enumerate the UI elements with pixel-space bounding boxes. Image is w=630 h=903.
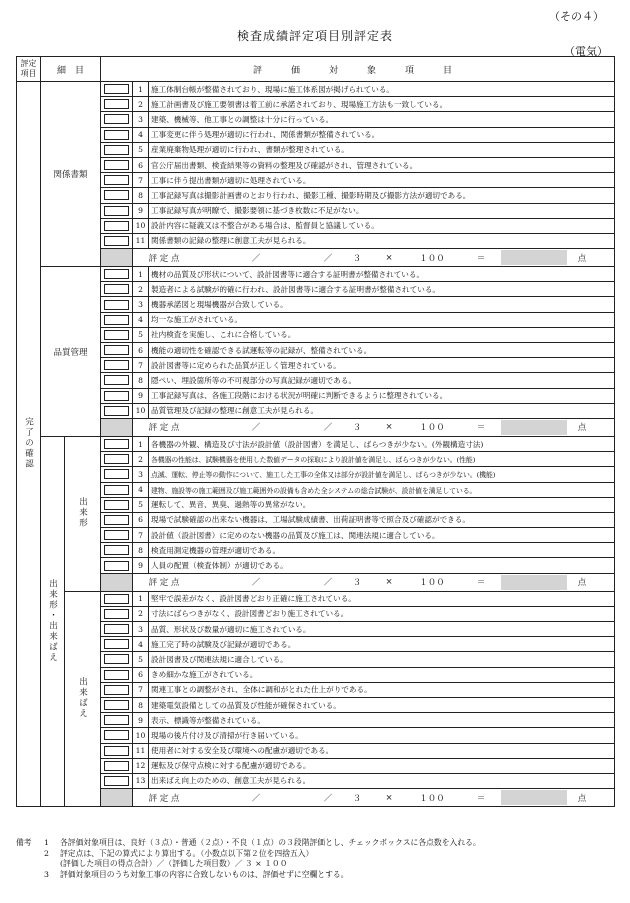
score-shaded-cell (101, 249, 133, 267)
item-number: 7 (133, 173, 149, 188)
item-number: 5 (133, 142, 149, 157)
score-checkbox[interactable] (104, 145, 129, 155)
item-text: 各機器の性能は、試験機器を使用した数値データの採取により設計値を満足し、ばらつきが少ない。(性能) (149, 452, 615, 467)
item-row (17, 773, 615, 788)
divisor-three: ３ (352, 423, 362, 434)
item-row (17, 743, 615, 758)
item-text: 検査用測定機器の管理が適切である。 (149, 543, 615, 558)
item-number: 4 (133, 127, 149, 142)
slash: ／ (251, 578, 261, 589)
slash: ／ (251, 423, 261, 434)
score-shaded-cell (101, 789, 133, 807)
multiplier-hundred: １００ (419, 578, 445, 589)
score-checkbox[interactable] (104, 345, 129, 355)
item-number: 9 (133, 388, 149, 403)
item-text: 関連工事との調整がされ、全体に調和がとれた仕上がりである。 (149, 682, 615, 697)
header-target-item: 評 価 対 象 項 目 (101, 57, 615, 82)
item-number: 6 (133, 343, 149, 358)
item-number: 3 (133, 112, 149, 127)
equals-sign: ＝ (476, 253, 486, 264)
note-text: 各評価対象項目は、良好（３点）・普通（２点）・不良（１点）の３段階評価とし、チェックボックスに各点数を入れる。 (60, 838, 481, 847)
score-checkbox-cell[interactable] (101, 682, 133, 697)
score-checkbox[interactable] (104, 561, 129, 571)
item-text: 運転及び保守点検に対する配慮が適切である。 (149, 758, 615, 773)
page-number: （その４） (549, 10, 604, 23)
item-text: 産業廃棄物処理が適切に行われ、書類が整理されている。 (149, 142, 615, 157)
item-text: 使用者に対する安全及び環境への配慮が適切である。 (149, 743, 615, 758)
times-sign: × (385, 792, 393, 803)
equals-sign: ＝ (476, 423, 486, 434)
times-sign: × (385, 577, 393, 588)
score-checkbox-cell[interactable] (101, 142, 133, 157)
score-checkbox[interactable] (104, 545, 129, 555)
score-checkbox-cell[interactable] (101, 157, 133, 172)
table-body (17, 82, 615, 807)
item-row (17, 218, 615, 233)
item-number: 7 (133, 682, 149, 697)
item-text: 施工完了時の試験及び記録が適切である。 (149, 637, 615, 652)
notes-label: 備考 (16, 838, 32, 847)
item-text: 工事記録写真は撮影計画書のとおり行われ、撮影工種、撮影時期及び撮影方法が適切である。 (149, 188, 615, 203)
score-checkbox[interactable] (104, 715, 129, 725)
score-checkbox[interactable] (104, 730, 129, 740)
item-number: 5 (133, 652, 149, 667)
item-row (17, 452, 615, 467)
item-row (17, 606, 615, 621)
note-line (16, 870, 616, 881)
item-row (17, 697, 615, 712)
item-number: 1 (133, 267, 149, 282)
score-checkbox-cell[interactable] (101, 713, 133, 728)
item-number: 4 (133, 312, 149, 327)
item-number: 1 (133, 82, 149, 97)
category-label: （電気） (564, 45, 608, 58)
item-row (17, 203, 615, 218)
score-result-field[interactable] (501, 575, 567, 590)
item-text: 運転して、異音、異臭、過熱等の異常がない。 (149, 497, 615, 512)
item-text: 現場の後片付け及び清掃が行き届いている。 (149, 728, 615, 743)
item-text: 製造者による試験が的確に行われ、設計図書等に適合する証明書が整備されている。 (149, 282, 615, 297)
score-checkbox[interactable] (104, 515, 129, 525)
item-row (17, 482, 615, 497)
item-row (17, 97, 615, 112)
divisor-three: ３ (352, 578, 362, 589)
score-row (17, 573, 615, 591)
detail-group-name: 出来ばえ (65, 591, 101, 806)
item-row (17, 591, 615, 606)
score-checkbox[interactable] (104, 284, 129, 294)
item-row (17, 436, 615, 451)
item-text: 工事記録写真が明瞭で、撮影要領に基づき枚数に不足がない。 (149, 203, 615, 218)
item-text: 工事記録写真は、各施工段階における状況が明確に判断できるように整理されている。 (149, 388, 615, 403)
score-checkbox[interactable] (104, 609, 129, 619)
item-row (17, 512, 615, 527)
item-row (17, 558, 615, 573)
item-text: 官公庁届出書類、検査結果等の資料の整理及び確認がされ、管理されている。 (149, 157, 615, 172)
score-checkbox-cell[interactable] (101, 667, 133, 682)
score-checkbox[interactable] (104, 406, 129, 416)
detail-group-name: 出来形 (65, 436, 101, 591)
item-row (17, 373, 615, 388)
item-text: 設計図書等に定められた品質が正しく管理されている。 (149, 358, 615, 373)
item-number: 1 (133, 591, 149, 606)
score-checkbox[interactable] (104, 190, 129, 200)
item-number: 4 (133, 637, 149, 652)
item-number: 3 (133, 467, 149, 482)
item-number: 2 (133, 606, 149, 621)
detail-group-name: 品質管理 (41, 267, 101, 437)
item-row (17, 188, 615, 203)
score-checkbox-cell[interactable] (101, 697, 133, 712)
score-checkbox[interactable] (104, 236, 129, 246)
item-number: 1 (133, 436, 149, 451)
item-row (17, 112, 615, 127)
section-form-finish: 出来形・出来ばえ (41, 436, 65, 806)
note-line (16, 838, 616, 849)
score-checkbox[interactable] (104, 221, 129, 231)
item-row (17, 543, 615, 558)
score-checkbox-cell[interactable] (101, 497, 133, 512)
score-checkbox[interactable] (104, 84, 129, 94)
score-checkbox-cell[interactable] (101, 188, 133, 203)
item-row (17, 728, 615, 743)
item-number: 9 (133, 558, 149, 573)
item-text: 関係書類の記録の整理に創意工夫が見られる。 (149, 233, 615, 248)
score-checkbox[interactable] (104, 330, 129, 340)
item-number: 6 (133, 157, 149, 172)
score-checkbox-cell[interactable] (101, 482, 133, 497)
item-text: 施工計画書及び施工要領書は着工前に承諾されており、現場施工方法も一致している。 (149, 97, 615, 112)
multiplier-hundred: １００ (419, 793, 445, 804)
score-checkbox-cell[interactable] (101, 82, 133, 97)
item-row (17, 358, 615, 373)
note-text: 評定点は、下記の算式により算出する。（小数点以下第２位を四捨五入） (60, 848, 314, 858)
score-label: 評 定 点 (148, 793, 180, 804)
score-checkbox-cell[interactable] (101, 403, 133, 418)
score-checkbox[interactable] (104, 375, 129, 385)
item-text: 堅牢で誤差がなく、設計図書どおり正確に施工されている。 (149, 591, 615, 606)
item-row (17, 343, 615, 358)
item-row (17, 327, 615, 342)
note-number: 1 (44, 838, 49, 847)
item-number: 12 (133, 758, 149, 773)
times-sign: × (385, 252, 393, 263)
item-text: 人員の配置（検査体制）が適切である。 (149, 558, 615, 573)
item-number: 10 (133, 728, 149, 743)
score-checkbox-cell[interactable] (101, 743, 133, 758)
slash: ／ (323, 253, 333, 264)
score-label: 評 定 点 (148, 253, 180, 264)
score-checkbox-cell[interactable] (101, 233, 133, 248)
item-text: 工事変更に伴う処理が適切に行われ、関係書類が整備されている。 (149, 127, 615, 142)
item-number: 7 (133, 528, 149, 543)
score-checkbox-cell[interactable] (101, 388, 133, 403)
score-checkbox[interactable] (104, 360, 129, 370)
score-checkbox-cell[interactable] (101, 773, 133, 788)
score-unit: 点 (577, 793, 587, 804)
score-checkbox[interactable] (104, 624, 129, 634)
score-checkbox-cell[interactable] (101, 467, 133, 482)
score-calculation (133, 573, 615, 591)
score-checkbox-cell[interactable] (101, 512, 133, 527)
item-text: 寸法にばらつきがなく、設計図書どおり施工されている。 (149, 606, 615, 621)
item-row (17, 528, 615, 543)
item-text: 各機器の外観、構造及び寸法が設計値（設計図書）を満足し、ばらつきが少ない。(外観構造寸法) (149, 436, 615, 451)
score-label: 評 定 点 (148, 423, 180, 434)
item-number: 5 (133, 497, 149, 512)
score-checkbox-cell[interactable] (101, 297, 133, 312)
score-checkbox[interactable] (104, 175, 129, 185)
score-checkbox[interactable] (104, 269, 129, 279)
item-row (17, 667, 615, 682)
score-checkbox-cell[interactable] (101, 373, 133, 388)
score-checkbox[interactable] (104, 99, 129, 109)
header-detail: 細 目 (41, 57, 101, 82)
score-checkbox[interactable] (104, 639, 129, 649)
item-text: 点滅、運転、停止等の動作について、施工した工事の全体又は部分が設計値を満足し、ばらつきが少ない。(機能) (149, 467, 615, 482)
score-row (17, 418, 615, 436)
score-calculation (133, 249, 615, 267)
score-checkbox[interactable] (104, 746, 129, 756)
score-checkbox-cell[interactable] (101, 528, 133, 543)
item-number: 10 (133, 403, 149, 418)
score-checkbox[interactable] (104, 685, 129, 695)
item-row (17, 388, 615, 403)
item-row (17, 233, 615, 248)
score-shaded-cell (101, 418, 133, 436)
item-row (17, 758, 615, 773)
score-checkbox[interactable] (104, 130, 129, 140)
score-checkbox-cell[interactable] (101, 652, 133, 667)
note-number: 3 (44, 869, 49, 879)
score-unit: 点 (577, 253, 587, 264)
score-checkbox[interactable] (104, 206, 129, 216)
score-checkbox[interactable] (104, 300, 129, 310)
item-number: 5 (133, 327, 149, 342)
score-checkbox-cell[interactable] (101, 606, 133, 621)
item-number: 6 (133, 667, 149, 682)
item-number: 6 (133, 512, 149, 527)
item-number: 10 (133, 218, 149, 233)
item-text: 隠ぺい、埋設箇所等の不可視部分の写真記録が適切である。 (149, 373, 615, 388)
item-text: 設計図書及び関連法規に適合している。 (149, 652, 615, 667)
note-line (16, 859, 616, 870)
item-text: 設計内容に疑義又は不整合がある場合は、監督員と協議している。 (149, 218, 615, 233)
detail-group-name: 関係書類 (41, 82, 101, 267)
score-checkbox[interactable] (104, 439, 129, 449)
item-row (17, 173, 615, 188)
score-checkbox[interactable] (104, 469, 129, 479)
slash: ／ (323, 423, 333, 434)
item-number: 2 (133, 97, 149, 112)
divisor-three: ３ (352, 793, 362, 804)
item-text: 建築電気設備としての品質及び性能が確保されている。 (149, 697, 615, 712)
multiplier-hundred: １００ (419, 423, 445, 434)
item-text: 表示、標識等が整備されている。 (149, 713, 615, 728)
item-text: 機能の適切性を確認できる試運転等の記録が、整備されている。 (149, 343, 615, 358)
score-checkbox[interactable] (104, 594, 129, 604)
slash: ／ (323, 793, 333, 804)
score-row (17, 789, 615, 807)
score-checkbox-cell[interactable] (101, 543, 133, 558)
score-checkbox-cell[interactable] (101, 358, 133, 373)
score-checkbox-cell[interactable] (101, 622, 133, 637)
item-text: きめ細かな施工がされている。 (149, 667, 615, 682)
score-checkbox-cell[interactable] (101, 267, 133, 282)
item-text: 品質管理及び記録の整理に創意工夫が見られる。 (149, 403, 615, 418)
score-checkbox[interactable] (104, 500, 129, 510)
score-checkbox-cell[interactable] (101, 436, 133, 451)
item-text: 機材の品質及び形状について、設計図書等に適合する証明書が整備されている。 (149, 267, 615, 282)
item-row (17, 297, 615, 312)
times-sign: × (385, 422, 393, 433)
item-number: 9 (133, 713, 149, 728)
note-number: 2 (44, 848, 49, 858)
score-checkbox-cell[interactable] (101, 637, 133, 652)
multiplier-hundred: １００ (419, 253, 445, 264)
page-title: 検査成績評定項目別評定表 (236, 29, 393, 43)
score-checkbox-cell[interactable] (101, 218, 133, 233)
item-text: 社内検査を実施し、これに合格している。 (149, 327, 615, 342)
item-row (17, 637, 615, 652)
item-row (17, 652, 615, 667)
score-calculation (133, 789, 615, 807)
item-number: 8 (133, 373, 149, 388)
item-number: 8 (133, 697, 149, 712)
item-text: 工事に伴う提出書類が適切に処理されている。 (149, 173, 615, 188)
note-formula: (評価した項目の得点合計）／（評価した項目数）／ ３ × １００ (60, 859, 288, 868)
score-checkbox[interactable] (104, 454, 129, 464)
item-row (17, 622, 615, 637)
table-header (17, 57, 615, 82)
item-number: 3 (133, 297, 149, 312)
score-checkbox-cell[interactable] (101, 203, 133, 218)
item-row (17, 403, 615, 418)
slash: ／ (251, 793, 261, 804)
item-row (17, 267, 615, 282)
item-text: 均一な施工がされている。 (149, 312, 615, 327)
score-checkbox-cell[interactable] (101, 591, 133, 606)
item-number: 11 (133, 233, 149, 248)
item-row (17, 282, 615, 297)
item-text: 建築、機械等、他工事との調整は十分に行っている。 (149, 112, 615, 127)
item-row (17, 713, 615, 728)
item-number: 2 (133, 282, 149, 297)
item-number: 2 (133, 452, 149, 467)
evaluation-table (16, 56, 615, 807)
score-unit: 点 (577, 423, 587, 434)
score-checkbox-cell[interactable] (101, 343, 133, 358)
item-row (17, 127, 615, 142)
item-row (17, 312, 615, 327)
score-checkbox-cell[interactable] (101, 282, 133, 297)
equals-sign: ＝ (476, 578, 486, 589)
slash: ／ (251, 253, 261, 264)
item-text: 設計値（設計図書）に定めのない機器の品質及び施工は、関連法規に適合している。 (149, 528, 615, 543)
score-result-field[interactable] (501, 420, 567, 435)
item-text: 現場で試験確認の出来ない機器は、工場試験成績書、出荷証明書等で照合及び確認ができる。 (149, 512, 615, 527)
item-number: 8 (133, 543, 149, 558)
score-checkbox[interactable] (104, 530, 129, 540)
score-checkbox[interactable] (104, 485, 129, 495)
score-checkbox-cell[interactable] (101, 728, 133, 743)
item-number: 4 (133, 482, 149, 497)
score-row (17, 249, 615, 267)
header-evaluation-item: 評定項目 (17, 57, 41, 82)
score-checkbox-cell[interactable] (101, 452, 133, 467)
item-row (17, 467, 615, 482)
item-text: 品質、形状及び数量が適切に施工されている。 (149, 622, 615, 637)
score-calculation (133, 418, 615, 436)
item-row (17, 682, 615, 697)
item-number: 13 (133, 773, 149, 788)
score-checkbox[interactable] (104, 670, 129, 680)
score-unit: 点 (577, 578, 587, 589)
item-text: 機器承諾図と現場機器が合致している。 (149, 297, 615, 312)
score-checkbox[interactable] (104, 700, 129, 710)
score-checkbox-cell[interactable] (101, 758, 133, 773)
note-number (44, 859, 60, 870)
item-number: 8 (133, 188, 149, 203)
section-completion-check: 完了の確認 (17, 82, 41, 807)
item-number: 3 (133, 622, 149, 637)
score-checkbox-cell[interactable] (101, 173, 133, 188)
score-result-field[interactable] (501, 790, 567, 805)
score-checkbox[interactable] (104, 160, 129, 170)
item-row (17, 142, 615, 157)
item-number: 11 (133, 743, 149, 758)
score-checkbox-cell[interactable] (101, 112, 133, 127)
score-checkbox-cell[interactable] (101, 127, 133, 142)
note-text: 評価対象項目のうち対象工事の内容に合致しないものは、評価せずに空欄とする。 (60, 869, 349, 879)
item-number: 7 (133, 358, 149, 373)
item-text: 建物、施設等の施工範囲及び施工範囲外の設備も含めた全システムの総合試験が、設計値を満足している。 (149, 482, 615, 497)
score-result-field[interactable] (501, 250, 567, 265)
item-row (17, 497, 615, 512)
score-checkbox-cell[interactable] (101, 327, 133, 342)
score-checkbox[interactable] (104, 776, 129, 786)
score-checkbox[interactable] (104, 654, 129, 664)
item-text: 施工体制台帳が整備されており、現場に施工体系図が掲げられている。 (149, 82, 615, 97)
score-checkbox[interactable] (104, 114, 129, 124)
equals-sign: ＝ (476, 793, 486, 804)
slash: ／ (323, 578, 333, 589)
score-checkbox[interactable] (104, 315, 129, 325)
item-row (17, 157, 615, 172)
score-checkbox-cell[interactable] (101, 312, 133, 327)
score-checkbox-cell[interactable] (101, 558, 133, 573)
item-text: 出来ばえ向上のための、創意工夫が見られる。 (149, 773, 615, 788)
divisor-three: ３ (352, 253, 362, 264)
item-row (17, 82, 615, 97)
score-label: 評 定 点 (148, 578, 180, 589)
score-shaded-cell (101, 573, 133, 591)
score-checkbox[interactable] (104, 391, 129, 401)
score-checkbox-cell[interactable] (101, 97, 133, 112)
item-number: 9 (133, 203, 149, 218)
notes (16, 838, 616, 880)
score-checkbox[interactable] (104, 761, 129, 771)
note-line (16, 849, 616, 860)
